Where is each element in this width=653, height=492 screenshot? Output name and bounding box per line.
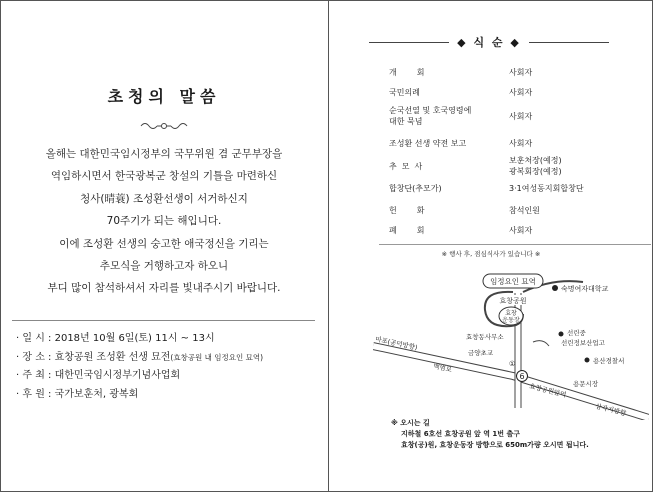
- right-page: [329, 0, 653, 492]
- univ-label: 숙명여자대학교: [561, 285, 609, 293]
- sponsor-value: 국가보훈처, 광복회: [54, 388, 139, 400]
- mapo-label: 마포(공덕방향): [374, 335, 419, 352]
- schedule-who: 사회자: [509, 112, 533, 121]
- stadium-label-1: 효창: [505, 310, 517, 317]
- host-row: [16, 367, 263, 386]
- middle-marker-icon: [559, 332, 564, 337]
- schedule-who: 보훈처장(예정) 광복회장(예정): [509, 156, 562, 176]
- directions: [391, 418, 589, 451]
- police-label: 용산경찰서: [593, 357, 625, 365]
- invitation-line: 청사(晴蓑) 조성환선생이 서거하신지: [80, 192, 248, 205]
- invitation-line: 역임하시면서 한국광복군 창설의 기틀을 마련하신: [50, 170, 278, 183]
- schedule-who: 사회자: [509, 226, 533, 235]
- schedule-item: 국민의례: [389, 88, 420, 97]
- invitation-text: [0, 143, 328, 300]
- memorial-label: 임정요인 묘역: [490, 277, 536, 286]
- invitation-line: 이에 조성환 선생의 숭고한 애국정신을 기리는: [59, 237, 269, 250]
- invitation-line: 70주기가 되는 해입니다.: [106, 215, 222, 228]
- school-label: 금양초교: [468, 349, 494, 357]
- samgakji-label: 삼각지방향: [594, 402, 627, 418]
- office-label: 효창동사무소: [466, 333, 504, 341]
- schedule-who: 사회자: [509, 139, 533, 148]
- yongmun-label: 용문시장: [573, 380, 599, 388]
- header-rule: [369, 42, 449, 43]
- sponsor-label: · 후 원 :: [16, 388, 52, 400]
- sponsor-row: [16, 386, 263, 405]
- exit-number: ①: [509, 360, 516, 368]
- schedule-who: 3·1여성동지회합창단: [509, 184, 584, 193]
- place-value: 효창공원 조성환 선생 묘전: [54, 351, 171, 363]
- schedule-item: 조성환 선생 약전 보고: [389, 139, 467, 148]
- univ-marker-icon: [552, 285, 558, 291]
- station-number: 6: [519, 372, 525, 381]
- host-label: · 주 최 :: [16, 370, 52, 382]
- directions-title: ※ 오시는 길: [391, 419, 430, 427]
- schedule-who: 참석인원: [509, 206, 540, 215]
- schedule-item: 합창단(추모가): [389, 184, 442, 193]
- date-row: [16, 330, 263, 349]
- header-rule: [529, 42, 609, 43]
- invitation-line: 추모식을 거행하고자 하오니: [99, 260, 229, 273]
- schedule-item: 추모사: [389, 162, 428, 171]
- date-label: · 일 시 :: [16, 333, 52, 344]
- schedule-title: ◆ 식 순 ◆: [457, 36, 521, 49]
- invitation-line: 부디 많이 참석하셔서 자리를 빛내주시기 바랍니다.: [47, 282, 281, 295]
- stadium-label-2: 운동장: [502, 317, 520, 324]
- schedule-item: 헌화: [389, 206, 445, 215]
- station-label: 효창공원앞역: [528, 382, 568, 400]
- park-label: 효창공원: [499, 297, 527, 305]
- police-marker-icon: [585, 358, 590, 363]
- place-row: [16, 349, 263, 368]
- schedule-header: [329, 34, 653, 50]
- place-note: (효창공원 내 임정요인 묘역): [170, 352, 264, 362]
- page-title: 초청의 말씀: [107, 87, 221, 106]
- date-value: 2018년 10월 6일(토) 11시 ~ 13시: [54, 333, 215, 344]
- place-label: · 장 소 :: [16, 351, 52, 363]
- schedule-who: 사회자: [509, 88, 533, 97]
- lunch-note: ※ 행사 후, 점심식사가 있습니다 ※: [441, 250, 541, 258]
- host-value: 대한민국임시정부기념사업회: [54, 370, 181, 382]
- schedule-item: 순국선열 및 호국영령에 대한 묵념: [389, 106, 472, 126]
- directions-line: 효창(공)원, 효창운동장 방향으로 650m가량 오시면 됩니다.: [401, 441, 589, 449]
- divider: [379, 244, 651, 245]
- ornament-icon: [139, 120, 189, 132]
- divider: [12, 320, 315, 321]
- baekbeom-label: 백범로: [432, 362, 453, 374]
- directions-line: 지하철 6호선 효창공원 앞 역 1번 출구: [401, 430, 521, 438]
- schedule-item: 개회: [389, 68, 445, 77]
- middle-label-1: 선린중: [567, 329, 586, 337]
- middle-label-2: 선린정보산업고: [561, 339, 605, 347]
- invitation-line: 올해는 대한민국임시정부의 국무위원 겸 군무부장을: [45, 148, 283, 160]
- side-road: [533, 341, 549, 346]
- event-details: [16, 330, 263, 404]
- location-map: [373, 268, 649, 420]
- schedule-who: 사회자: [509, 68, 533, 77]
- schedule-item: 폐회: [389, 226, 445, 235]
